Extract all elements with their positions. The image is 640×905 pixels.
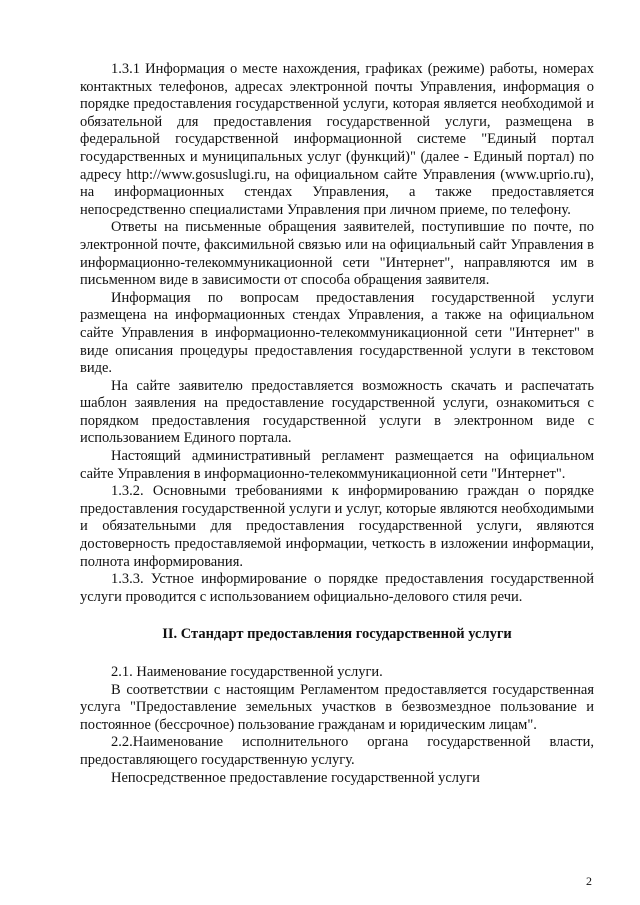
paragraph-written-requests: Ответы на письменные обращения заявителей, поступившие по почте, по электронной почте, факсимильной связью или на официальный сайт Управления в информационно-телекоммуникационной сети "Интернет", направляются им в письменном виде в зависимости от способа обращения заявителя. <box>80 219 594 289</box>
paragraph-service-name: В соответствии с настоящим Регламентом предоставляется государственная услуга "Предоставление земельных участков в безвозмездное пользование и постоянное (бессрочное) пользование гражданам и юридическим лицам". <box>80 681 594 733</box>
paragraph-info-stands: Информация по вопросам предоставления государственной услуги размещена на информационных стендах Управления, а также на официальном сайте Управления в информационно-телекоммуникационной сети "Интернет" в виде описания процедуры предоставления государственной услуги в текстовом виде. <box>80 289 594 377</box>
paragraph-1-3-3: 1.3.3. Устное информирование о порядке предоставления государственной услуги проводится с использованием официально-делового стиля речи. <box>80 571 594 605</box>
paragraph-regulation-published: Настоящий административный регламент размещается на официальном сайте Управления в информационно-телекоммуникационной сети "Интернет". <box>80 448 594 482</box>
paragraph-1-3-1: 1.3.1 Информация о месте нахождения, графиках (режиме) работы, номерах контактных телефонов, адресах электронной почты Управления, информация о порядке предоставления государственной услуги, которая является необходимой и обязательной для предоставления государственной услуги, размещена в федеральной государственной информационной системе "Единый портал государственных и муниципальных услуг (функций)" (далее - Единый портал) по адресу http://www.gosuslugi.ru, на официальном сайте Управления (www.uprio.ru), на информационных стендах Управления, а также предоставляется непосредственно специалистами Управления при личном приеме, по телефону. <box>80 61 594 218</box>
paragraph-download-template: На сайте заявителю предоставляется возможность скачать и распечатать шаблон заявления на предоставление государственной услуги, ознакомиться с порядком предоставления государственной услуги в электронном виде с использованием Единого портала. <box>80 377 594 447</box>
paragraph-1-3-2: 1.3.2. Основными требованиями к информированию граждан о порядке предоставления государственной услуги и услуг, которые являются необходимыми и обязательными для предоставления государственной услуги, являются достоверность предоставляемой информации, четкость в изложении информации, полнота информирования. <box>80 483 594 570</box>
page-number: 2 <box>586 874 592 888</box>
paragraph-2-2: 2.2.Наименование исполнительного органа государственной власти, предоставляющего государственную услугу. <box>80 734 594 768</box>
document-body <box>80 61 594 787</box>
paragraph-direct-provision: Непосредственное предоставление государственной услуги <box>111 769 480 786</box>
paragraph-2-1: 2.1. Наименование государственной услуги. <box>111 664 383 680</box>
section-heading: II. Стандарт предоставления государственной услуги <box>162 626 512 643</box>
